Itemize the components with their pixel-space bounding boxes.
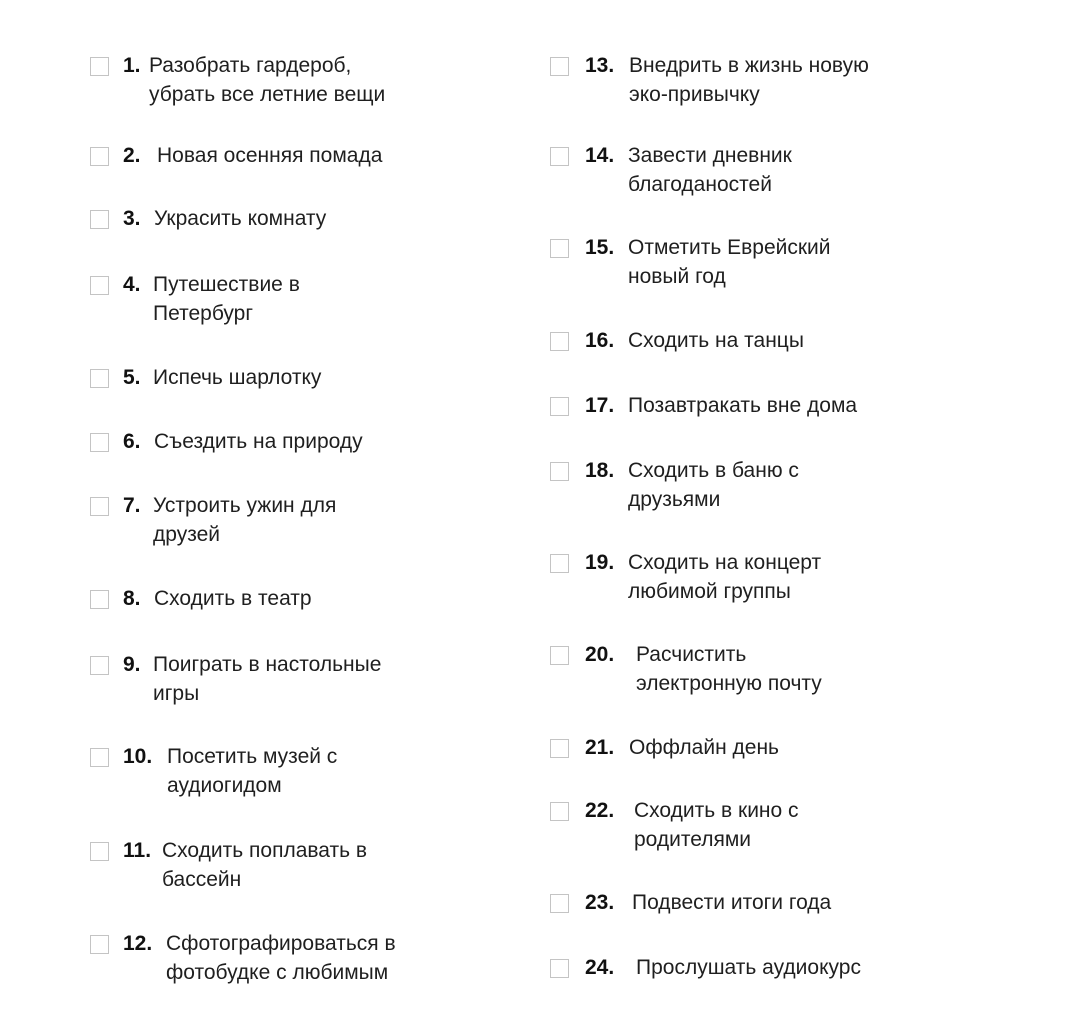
item-text-line: Оффлайн день [629,736,779,759]
item-number: 11. [123,839,152,862]
item-number: 19. [585,551,615,574]
checkbox[interactable] [90,433,109,452]
item-text [628,548,821,606]
item-text-line: убрать все летние вещи [149,83,386,106]
item-text-line: Украсить комнату [154,207,327,230]
checkbox[interactable] [550,554,569,573]
checkbox[interactable] [90,748,109,767]
checkbox[interactable] [550,332,569,351]
item-text-line: Сходить в баню с [628,459,799,482]
item-number: 16. [585,329,615,352]
item-text-line: Испечь шарлотку [153,366,322,389]
item-text-line: бассейн [162,868,242,891]
item-text-line: аудиогидом [167,774,282,797]
item-text-line: Подвести итоги года [632,891,832,914]
item-text-line: Позавтракать вне дома [628,394,858,417]
checkbox[interactable] [550,739,569,758]
item-number: 1. [123,54,141,77]
checkbox[interactable] [90,276,109,295]
item-text-line: благоданостей [628,173,772,196]
item-number: 18. [585,459,615,482]
item-text-line: Отметить Еврейский [628,236,831,259]
checkbox[interactable] [550,894,569,913]
checkbox[interactable] [550,57,569,76]
item-number: 7. [123,494,141,517]
item-text [632,888,831,917]
item-text [157,141,382,170]
item-text-line: эко-привычку [629,83,760,106]
checkbox[interactable] [90,497,109,516]
item-text-line: Устроить ужин для [153,494,337,517]
item-text [167,742,337,800]
item-text-line: Петербург [153,302,253,325]
item-text [628,391,857,420]
checkbox[interactable] [550,646,569,665]
item-number: 9. [123,653,141,676]
item-text-line: друзьями [628,488,721,511]
item-text [628,233,831,291]
checkbox[interactable] [550,462,569,481]
item-number: 5. [123,366,141,389]
item-text [154,204,326,233]
item-text-line: Посетить музей с [167,745,338,768]
checkbox[interactable] [550,959,569,978]
item-text-line: Сфотографироваться в [166,932,396,955]
item-text-line: фотобудке с любимым [166,961,389,984]
item-text-line: Завести дневник [628,144,792,167]
item-text [636,953,861,982]
item-number: 20. [585,643,615,666]
item-text-line: новый год [628,265,726,288]
item-text [629,733,779,762]
checkbox[interactable] [550,147,569,166]
item-text-line: Сходить поплавать в [162,839,368,862]
item-text-line: Расчистить [636,643,747,666]
item-text-line: любимой группы [628,580,791,603]
item-text [154,427,363,456]
item-text-line: Сходить на танцы [628,329,804,352]
checkbox[interactable] [550,802,569,821]
item-text-line: друзей [153,523,220,546]
item-text-line: Сходить в кино с [634,799,799,822]
checkbox[interactable] [90,369,109,388]
item-text-line: Прослушать аудиокурс [636,956,861,979]
item-text-line: Путешествие в [153,273,300,296]
item-number: 22. [585,799,615,822]
item-number: 2. [123,144,141,167]
item-text [153,491,336,549]
item-text [628,326,804,355]
item-text [629,51,869,109]
checkbox[interactable] [90,590,109,609]
item-number: 23. [585,891,615,914]
item-text [628,141,792,199]
item-text [162,836,367,894]
item-text [628,456,799,514]
item-text-line: Сходить на концерт [628,551,822,574]
item-text-line: Внедрить в жизнь новую [629,54,869,77]
checkbox[interactable] [550,239,569,258]
item-number: 15. [585,236,615,259]
item-number: 17. [585,394,615,417]
item-text-line: Сходить в театр [154,587,312,610]
item-text [634,796,799,854]
item-text [636,640,822,698]
item-text [153,363,321,392]
item-text-line: Съездить на природу [154,430,363,453]
item-number: 6. [123,430,141,453]
item-text [154,584,312,613]
item-text-line: игры [153,682,200,705]
item-text [166,929,396,987]
checkbox[interactable] [90,935,109,954]
item-number: 21. [585,736,615,759]
item-number: 13. [585,54,615,77]
item-text-line: Новая осенняя помада [157,144,383,167]
item-number: 12. [123,932,153,955]
item-text [153,650,381,708]
checkbox[interactable] [90,210,109,229]
item-number: 24. [585,956,615,979]
item-text-line: Поиграть в настольные [153,653,382,676]
checkbox[interactable] [90,57,109,76]
item-number: 8. [123,587,141,610]
item-number: 10. [123,745,153,768]
item-text-line: родителями [634,828,752,851]
item-text [153,270,300,328]
item-number: 3. [123,207,141,230]
checkbox[interactable] [90,147,109,166]
item-number: 4. [123,273,141,296]
item-text-line: Разобрать гардероб, [149,54,352,77]
checkbox[interactable] [90,842,109,861]
item-text-line: электронную почту [636,672,822,695]
item-number: 14. [585,144,615,167]
item-text [149,51,385,109]
checkbox[interactable] [550,397,569,416]
checkbox[interactable] [90,656,109,675]
